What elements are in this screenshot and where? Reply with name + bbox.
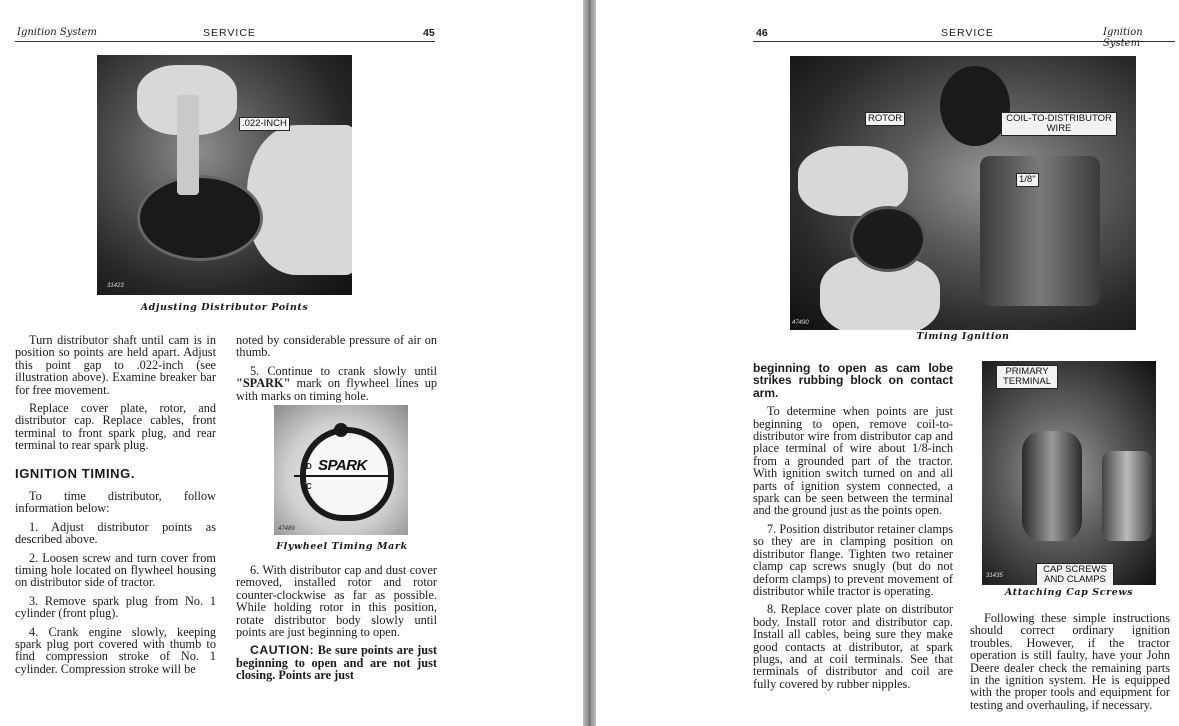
right-page-number: 46 [756, 27, 768, 39]
paragraph: noted by considerable pressure of air on thumb. [236, 333, 437, 360]
step-1: 1. Adjust distributor points as described above. [15, 519, 216, 547]
figure2-number: 47489 [278, 526, 295, 532]
spark-word: "SPARK" [236, 376, 291, 391]
mark-letter-c: C [306, 482, 312, 491]
cap-screws-label: CAP SCREWS AND CLAMPS [1036, 563, 1114, 585]
ignition-timing-heading: IGNITION TIMING. [15, 466, 136, 481]
right-header-section: Ignition System [1103, 27, 1143, 49]
right-header-rule [753, 41, 1175, 42]
caution-paragraph: CAUTION: Be sure points are just beginning to open and are not just closing. Points are just [236, 643, 437, 683]
step-6: 6. With distributor cap and dust cover removed, installed rotor and rotor counter-clockwise as far as possible. While holding rotor in this position, rotate distributor body slowly until points are just beginning to open. [236, 563, 437, 640]
step-5: 5. Continue to crank slowly until "SPARK" mark on flywheel lines up with marks on timing hole. [236, 363, 437, 403]
step-7: 7. Position distributor retainer clamps so they are in clamping position on distributor flange. Tighten two retainer clamp cap screws snugly (but do not deform clamps) to prevent movement of distributor while tractor is operating. [753, 521, 953, 598]
figure1-caption: Adjusting Distributor Points [140, 302, 309, 313]
gap-eighth-label: 1/8" [1016, 173, 1039, 187]
cap-screws-photo [982, 361, 1156, 585]
right-page [596, 0, 1179, 726]
step-4: 4. Crank engine slowly, keeping spark plug port covered with thumb to find compression stroke of No. 1 cylinder. Compression stroke will be [15, 624, 216, 676]
right-column-2 [970, 612, 1170, 717]
gap-label: .022-INCH [239, 117, 290, 131]
mark-letter-d: D [306, 462, 312, 471]
paragraph: Following these simple instructions should correct ordinary ignition troubles. However, if the tractor operation is still faulty, have your John Deere dealer check the remaining parts in the ignition system. He is equipped with the proper tools and equipment for testing and overhauling, if necessary. [970, 611, 1170, 712]
left-column-1-steps [15, 490, 216, 681]
rotor-label: ROTOR [865, 112, 905, 126]
left-header-title: SERVICE [203, 27, 256, 39]
flywheel-photo [274, 405, 408, 535]
spark-mark: SPARK [318, 457, 367, 474]
left-column-2 [236, 334, 437, 408]
timing-ignition-photo [790, 56, 1136, 330]
step-3: 3. Remove spark plug from No. 1 cylinder (front plug). [15, 593, 216, 621]
figure3-caption: Timing Ignition [916, 331, 1010, 342]
figure1-number: 31423 [107, 283, 124, 289]
coil-wire-label: COIL-TO-DISTRIBUTOR WIRE [1001, 112, 1117, 136]
left-column-2-lower [236, 564, 437, 688]
left-page-number: 45 [423, 27, 435, 39]
distributor-points-photo [97, 55, 352, 295]
figure2-caption: Flywheel Timing Mark [276, 541, 408, 552]
paragraph: Replace cover plate, rotor, and distributor cap. Replace cables, front terminal to front spark plug, and rear terminal to rear spark plug. [15, 401, 216, 453]
left-header-rule [15, 41, 435, 42]
figure4-caption: Attaching Cap Screws [1004, 587, 1134, 598]
step-2: 2. Loosen screw and turn cover from timing hole located on flywheel housing on distributor side of tractor. [15, 550, 216, 590]
left-page [0, 0, 583, 726]
right-header-title: SERVICE [941, 27, 994, 39]
right-column-1 [753, 362, 953, 696]
left-column-1 [15, 334, 216, 458]
left-header-section: Ignition System [17, 27, 97, 38]
figure3-number: 47490 [792, 320, 809, 326]
step-8: 8. Replace cover plate on distributor body. Install rotor and distributor cap. Install all cables, being sure they make good contacts at distributor, at spark plugs, and at coil terminals. See that terminals of distributor and coil are fully covered by rubber nipples. [753, 602, 953, 691]
figure4-number: 31435 [986, 573, 1003, 579]
paragraph: To determine when points are just beginning to open, remove coil-to-distributor wire from distributor cap and place terminal of wire about 1/8-inch from a grounded part of the tractor. With ignition switch turned on and all parts of ignition system connected, a spark can be seen between the terminal and the ground just as the points open. [753, 404, 953, 518]
book-gutter [583, 0, 596, 726]
paragraph: beginning to open as cam lobe strikes rubbing block on contact arm. [753, 361, 953, 400]
caution-label: CAUTION: [250, 643, 315, 658]
primary-terminal-label: PRIMARY TERMINAL [996, 365, 1058, 389]
paragraph: Turn distributor shaft until cam is in position so points are held apart. Adjust this point gap to .022-inch (see illustration above). Examine breaker bar for free movement. [15, 333, 216, 397]
paragraph: To time distributor, follow information below: [15, 489, 216, 516]
